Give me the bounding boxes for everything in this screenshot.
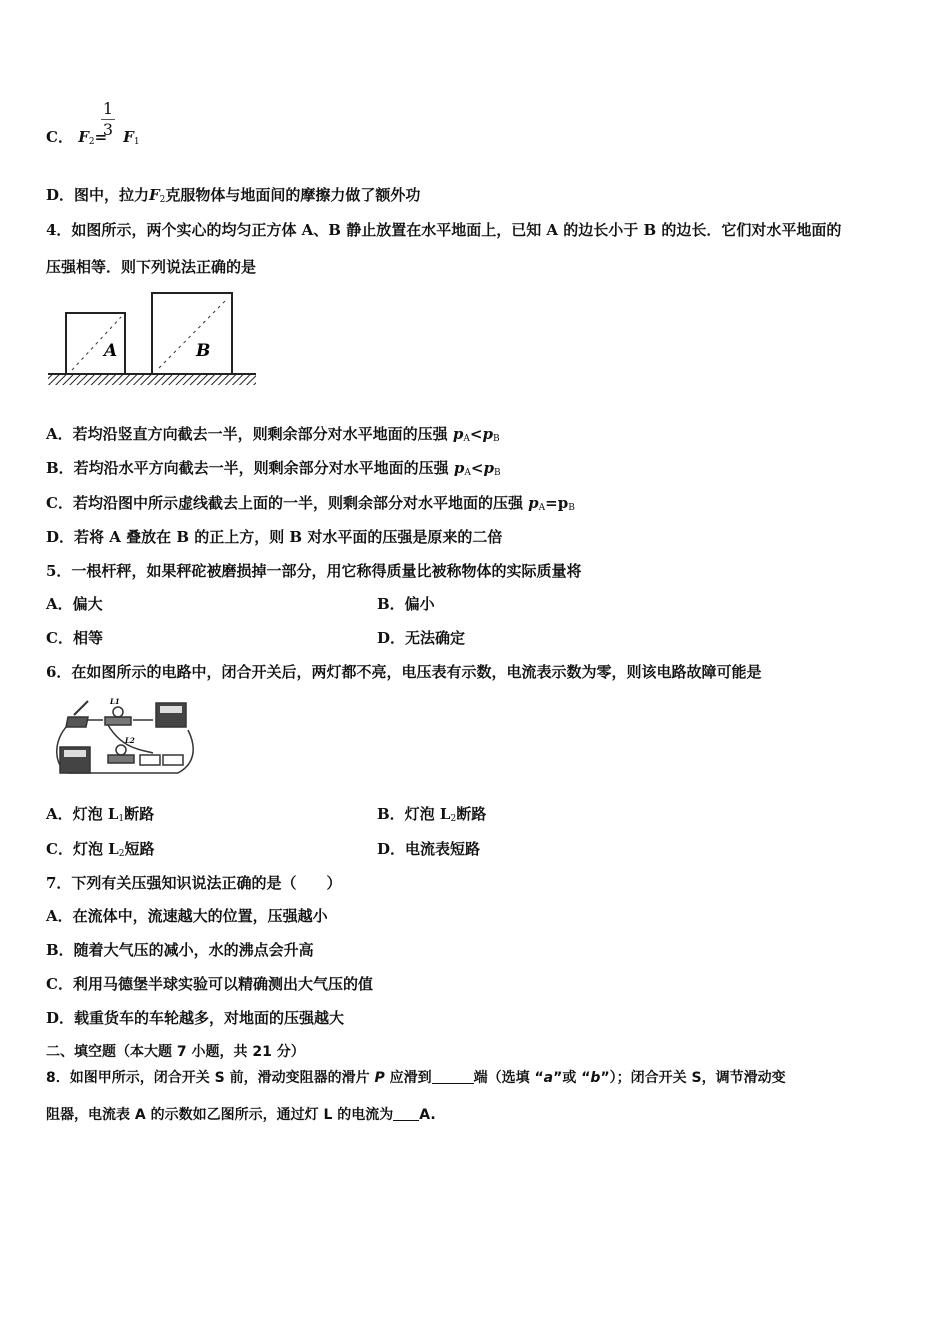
- q3-option-c: [46, 127, 140, 152]
- subscript: 2: [88, 137, 95, 147]
- q5-option-b: B．偏小: [377, 595, 435, 613]
- cube-a-label: A: [104, 341, 118, 361]
- q6-option-a: [46, 804, 154, 829]
- var-p: p: [453, 459, 465, 477]
- var-f: F: [123, 128, 134, 146]
- q4-option-a: [46, 424, 500, 449]
- switch: [66, 717, 88, 727]
- text: A．若均沿竖直方向截去一半，则剩余部分对水平地面的压强: [46, 425, 453, 443]
- denominator: 3: [102, 120, 114, 139]
- text: 断路: [456, 805, 487, 823]
- battery: [163, 755, 183, 765]
- subscript: A: [464, 468, 471, 478]
- q3-option-d: [46, 185, 420, 210]
- subscript: 2: [159, 195, 166, 205]
- q4-stem-line2: 压强相等．则下列说法正确的是: [46, 258, 257, 276]
- subscript: 2: [450, 814, 457, 824]
- q4-option-d: D．若将 A 叠放在 B 的正上方，则 B 对水平面的压强是原来的二倍: [46, 528, 503, 546]
- q5-option-c: C．相等: [46, 629, 103, 647]
- answer-blank[interactable]: [432, 1069, 474, 1084]
- text: B．灯泡 L: [377, 805, 451, 823]
- q6-option-b: [377, 804, 486, 829]
- subscript: 1: [118, 814, 125, 824]
- q4-option-c: [46, 493, 575, 518]
- text: 克服物体与地面间的摩擦力做了额外功: [165, 186, 421, 204]
- subscript: B: [568, 503, 575, 513]
- bulb-l2: [116, 745, 126, 755]
- q6-option-c: [46, 839, 154, 864]
- q5-stem: 5．一根杆秤，如果秤砣被磨损掉一部分，用它称得质量比被称物体的实际质量将: [46, 562, 582, 580]
- option-a: a: [543, 1070, 554, 1086]
- text: 断路: [124, 805, 155, 823]
- circuit-figure: [48, 695, 198, 780]
- section-heading: 二、填空题（本大题 7 小题，共 21 分）: [46, 1044, 305, 1060]
- q8-line1: [46, 1068, 786, 1088]
- q6-option-d: [377, 839, 480, 859]
- var-f: F: [78, 128, 89, 146]
- text: 端（选填 “: [473, 1070, 544, 1086]
- cube-b-label: B: [196, 341, 211, 361]
- text: 8．如图甲所示，闭合开关 S 前，滑动变阻器的滑片: [46, 1070, 375, 1086]
- relation: <: [470, 459, 484, 477]
- text: ”）；闭合开关 S，调节滑动变: [600, 1070, 786, 1086]
- answer-blank[interactable]: [393, 1106, 419, 1121]
- subscript: 2: [118, 849, 125, 859]
- text: B．若均沿水平方向截去一半，则剩余部分对水平地面的压强: [46, 459, 454, 477]
- q8-line2: [46, 1105, 436, 1125]
- switch-lever: [74, 701, 88, 715]
- label-l1: L1: [110, 697, 120, 706]
- subscript: A: [463, 434, 470, 444]
- text: C．若均沿图中所示虚线截去上面的一半，则剩余部分对水平地面的压强: [46, 494, 529, 512]
- q7-option-b: B．随着大气压的减小，水的沸点会升高: [46, 941, 314, 959]
- subscript: B: [492, 434, 500, 444]
- bulb-l1: [113, 707, 123, 717]
- bulb-holder-l1: [105, 717, 131, 725]
- var-f: F: [149, 186, 160, 204]
- var-p: p: [528, 494, 539, 512]
- text: A.: [419, 1107, 436, 1123]
- numerator: 1: [102, 99, 114, 118]
- ground-hatch: [48, 374, 256, 385]
- q4-stem-line1: 4．如图所示，两个实心的均匀正方体 A、B 静止放置在水平地面上，已知 A 的边长小于 B 的边长．它们对水平地面的: [46, 221, 842, 239]
- var-p: p: [452, 425, 464, 443]
- text: D．图中，拉力: [46, 186, 150, 204]
- text: 短路: [124, 840, 155, 858]
- equals: =: [94, 128, 108, 146]
- q7-option-a: A．在流体中，流速越大的位置，压强越小: [46, 907, 328, 925]
- q5-option-d: D．无法确定: [377, 629, 466, 647]
- relation: <: [469, 425, 483, 443]
- bulb-holder-l2: [108, 755, 134, 763]
- cube-b: [152, 293, 232, 374]
- q6-stem: 6．在如图所示的电路中，闭合开关后，两灯都不亮，电压表有示数，电流表示数为零，则该电路故障可能是: [46, 663, 762, 681]
- var-p: p: [482, 425, 493, 443]
- label-l2: L2: [125, 736, 135, 745]
- cubes-figure: [46, 288, 258, 388]
- q7-option-c: C．利用马德堡半球实验可以精确测出大气压的值: [46, 975, 373, 993]
- subscript: B: [493, 468, 501, 478]
- subscript: 1: [133, 137, 140, 147]
- text: A．灯泡 L: [46, 805, 119, 823]
- subscript: A: [538, 503, 546, 513]
- dashed-diagonal: [159, 300, 226, 368]
- text: 阻器，电流表 A 的示数如乙图所示，通过灯 L 的电流为: [46, 1107, 394, 1123]
- fraction: [101, 100, 115, 139]
- option-b: b: [590, 1070, 601, 1086]
- text: 应滑到: [384, 1070, 432, 1086]
- var-p: p: [483, 459, 494, 477]
- q4-option-b: [46, 458, 501, 483]
- relation: =: [545, 494, 558, 512]
- q7-option-d: D．载重货车的车轮越多，对地面的压强越大: [46, 1009, 345, 1027]
- text: C．灯泡 L: [46, 840, 119, 858]
- q7-stem: 7．下列有关压强知识说法正确的是（ ）: [46, 874, 342, 892]
- var-p: P: [374, 1070, 385, 1086]
- var-p: p: [557, 494, 569, 512]
- battery: [140, 755, 160, 765]
- text: D．电流表短路: [377, 840, 481, 858]
- option-label: C．: [46, 128, 73, 146]
- q5-option-a: A．偏大: [46, 595, 103, 613]
- text: ”或 “: [553, 1070, 591, 1086]
